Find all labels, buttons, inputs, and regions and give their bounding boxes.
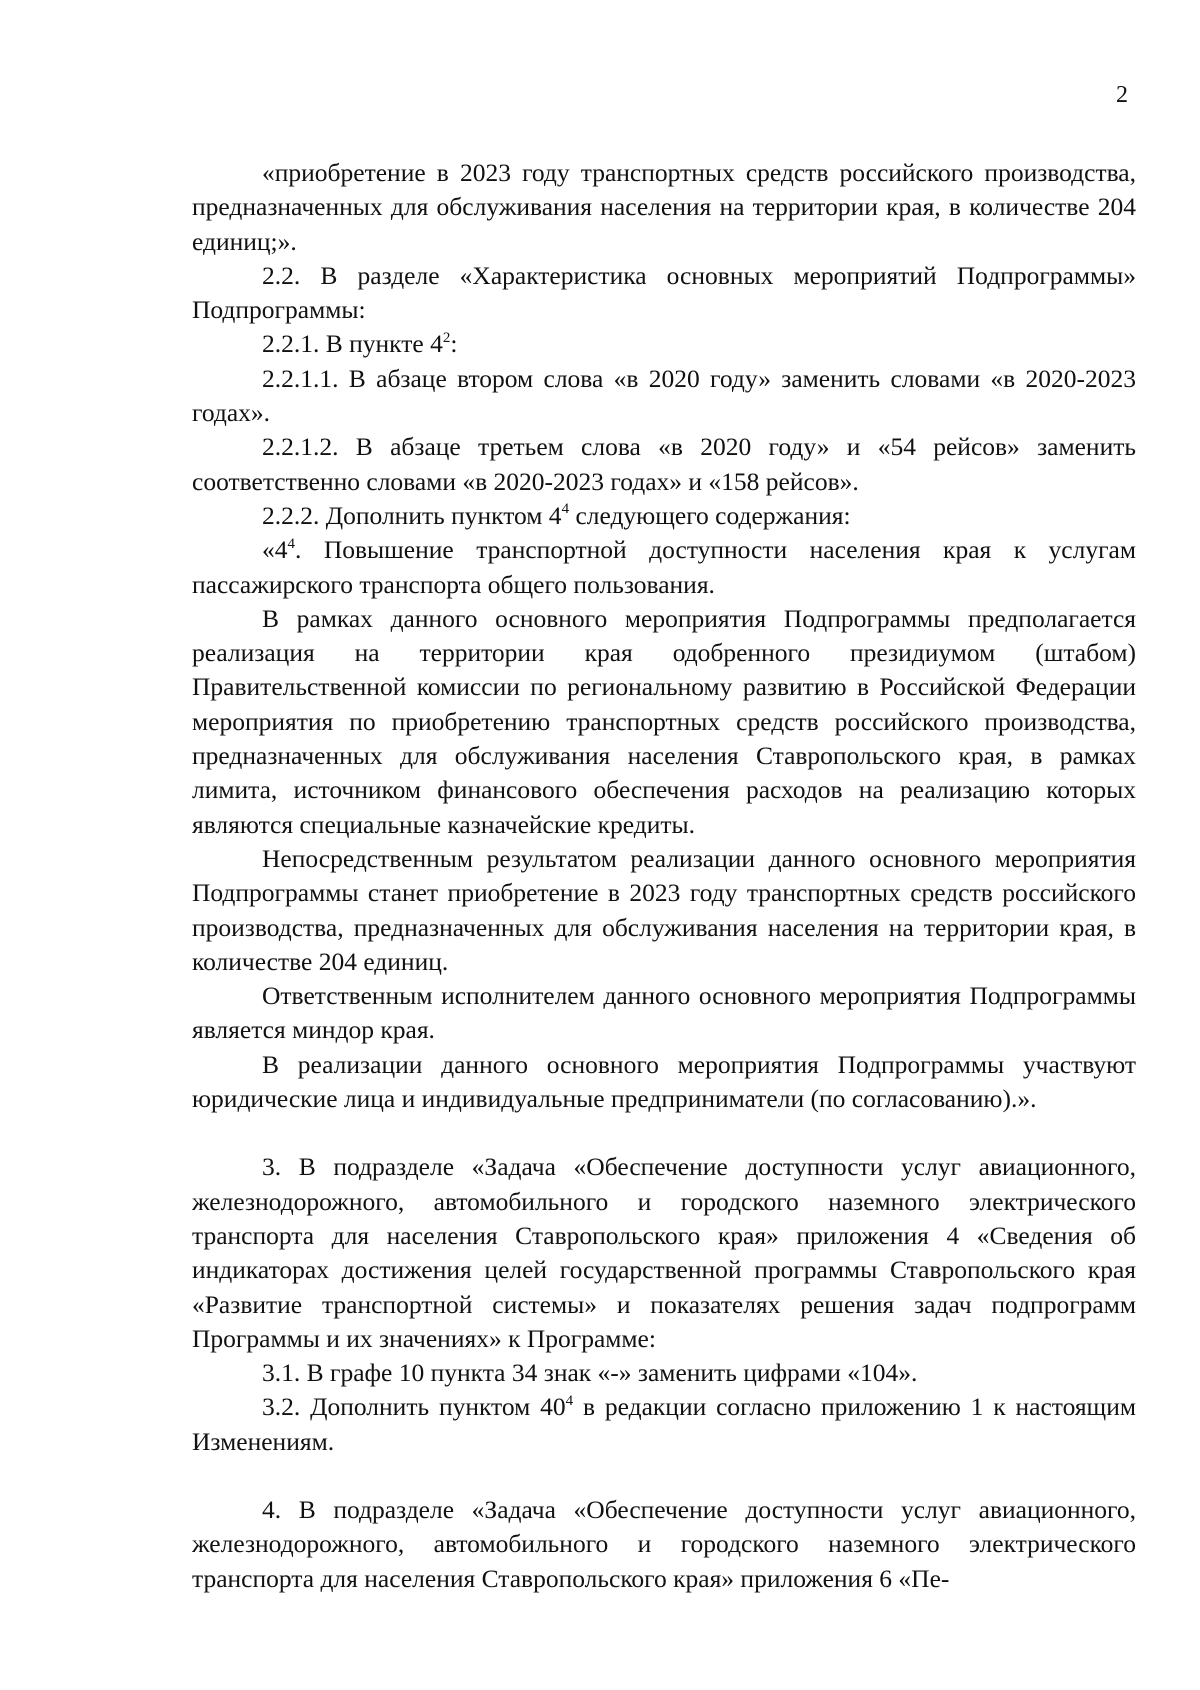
paragraph-text: в редакции согласно приложению 1 к настоящим Изменениям. [192, 1392, 1136, 1456]
paragraph: В рамках данного основного мероприятия Подпрограммы предполагается реализация на территории края одобренного президиумом (штабом) Правительственной комиссии по региональному развитию в Российской Федерации мероприятия по приобретению транспортных средств российского производства, предназначенных для обслуживания населения Ставропольского края, в рамках лимита, источником финансового обеспечения расходов на реализацию которых являются специальные казначейские кредиты. [192, 603, 1136, 839]
paragraph-text: . Повышение транспортной доступности населения края к услугам пассажирского транспорта общего пользования. [192, 535, 1136, 599]
paragraph [192, 327, 1136, 361]
paragraph: 2.2. В разделе «Характеристика основных мероприятий Подпрограммы» Подпрограммы: [192, 260, 1136, 325]
paragraph: 3.1. В графе 10 пункта 34 знак «-» заменить цифрами «104». [262, 1358, 918, 1388]
document-body [192, 156, 1136, 1596]
paragraph: 4. В подразделе «Задача «Обеспечение доступности услуг авиационного, железнодорожного, автомобильного и городского наземного электрического транспорта для населения Ставропольского края» приложения 6 «Пе- [192, 1494, 1136, 1593]
paragraph [192, 1390, 1136, 1459]
paragraph-text: 2.2.1. В пункте 4 [262, 329, 443, 359]
paragraph: 2.2.1.1. В абзаце втором слова «в 2020 году» заменить словами «в 2020-2023 годах». [192, 363, 1136, 428]
paragraph: Непосредственным результатом реализации данного основного мероприятия Подпрограммы станет приобретение в 2023 году транспортных средств российского производства, предназначенных для обслуживания населения на территории края, в количестве 204 единиц. [192, 843, 1136, 976]
paragraph: В реализации данного основного мероприятия Подпрограммы участвуют юридические лица и индивидуальные предприниматели (по согласованию).». [192, 1049, 1136, 1114]
paragraph-text: следующего содержания: [569, 500, 851, 530]
page-number: 2 [1116, 82, 1128, 108]
paragraph-text: : [450, 329, 458, 359]
paragraph [192, 499, 1136, 533]
superscript: 4 [287, 535, 295, 552]
paragraph-text: 3.2. Дополнить пунктом 40 [262, 1392, 566, 1422]
paragraph: Ответственным исполнителем данного основного мероприятия Подпрограммы является миндор края. [192, 981, 1136, 1045]
paragraph [192, 533, 1136, 602]
paragraph: 2.2.1.2. В абзаце третьем слова «в 2020 году» и «54 рейсов» заменить соответственно словами «в 2020-2023 годах» и «158 рейсов». [192, 432, 1136, 496]
paragraph: 3. В подразделе «Задача «Обеспечение доступности услуг авиационного, железнодорожного, автомобильного и городского наземного электрического транспорта для населения Ставропольского края» приложения 4 «Сведения об индикаторах достижения целей государственной программы Ставропольского края «Развитие транспортной системы» и показателях решения задач подпрограмм Программы и их значениях» к Программе: [192, 1152, 1136, 1353]
superscript: 2 [442, 329, 451, 346]
superscript: 4 [561, 501, 570, 518]
paragraph-text: «4 [262, 535, 288, 565]
superscript: 4 [565, 1392, 574, 1409]
paragraph-text: 2.2.2. Дополнить пунктом 4 [262, 500, 562, 530]
paragraph: «приобретение в 2023 году транспортных средств российского производства, предназначенных для обслуживания населения на территории края, в количестве 204 единиц;». [192, 158, 1136, 256]
